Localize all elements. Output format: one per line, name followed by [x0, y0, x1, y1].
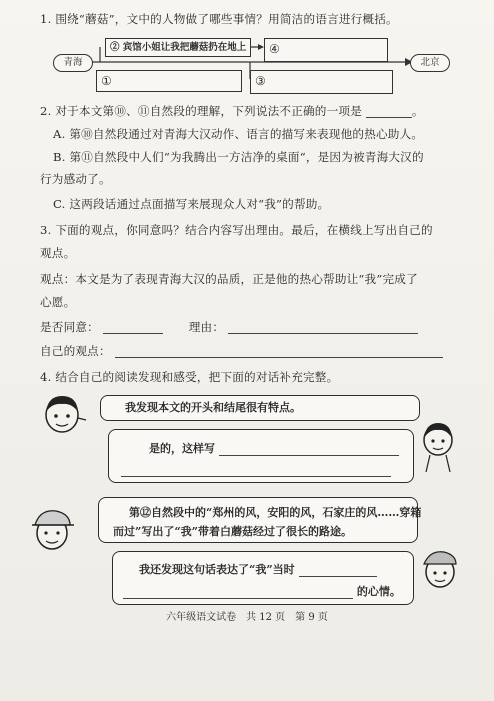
dialog-blank-1[interactable]	[219, 444, 399, 456]
dialog-bubble-4	[112, 551, 414, 605]
dialog-blank-4[interactable]	[123, 587, 353, 599]
dialog-bubble-3	[98, 497, 422, 543]
q3-agree-blank[interactable]	[103, 322, 163, 334]
q3-reason-blank[interactable]	[228, 322, 418, 334]
dialog-bubble-2-text: 是的，这样写	[149, 442, 215, 455]
q2-option-a: A. 第⑩自然段通过对青海大汉动作、语言的描写来表现他的热心助人。	[53, 127, 424, 141]
dialog-bubble-4-row1	[139, 561, 377, 577]
q3-view-line2: 心愿。	[40, 295, 76, 309]
dialog-bubble-2	[108, 429, 414, 483]
dialog-blank-3[interactable]	[299, 565, 377, 577]
dialog-blank-2-row	[121, 464, 391, 477]
q1-prompt: 1. 围绕“蘑菇”，文中的人物做了哪些事情？用简洁的语言进行概括。	[40, 12, 398, 26]
flow-start-label: 青海	[53, 54, 93, 72]
dialog-bubble-1	[100, 395, 420, 421]
q3-agree-row	[40, 320, 418, 334]
q2-prompt-row: 2. 对于本文第⑩、⑪自然段的理解，下列说法不正确的一项是 。	[40, 104, 424, 118]
flow-box-2: ② 宾馆小姐让我把蘑菇扔在地上	[105, 38, 251, 57]
q2-answer-blank[interactable]	[366, 106, 412, 118]
q3-prompt-line1: 3. 下面的观点，你同意吗？结合内容写出理由。最后，在横线上写出自己的	[40, 223, 433, 237]
dialog-bubble-4-text2: 的心情。	[356, 585, 401, 598]
flow-box-3: ③	[250, 70, 393, 94]
q3-view-line1: 观点：本文是为了表现青海大汉的品质，正是他的热心帮助让“我”完成了	[40, 272, 418, 286]
dialog-blank-2[interactable]	[121, 465, 391, 477]
q3-reason-label: 理由：	[188, 320, 225, 334]
dialog-bubble-4-row2	[123, 583, 401, 599]
q2-prompt: 2. 对于本文第⑩、⑪自然段的理解，下列说法不正确的一项是	[40, 104, 362, 118]
boy-face-bottom-icon	[420, 548, 460, 598]
dialog-bubble-1-text: 我发现本文的开头和结尾很有特点。	[125, 401, 301, 414]
flow-box-4: ④	[264, 38, 388, 62]
q4-prompt: 4. 结合自己的阅读发现和感受，把下面的对话补充完整。	[40, 370, 339, 384]
boy-cap-face-icon	[30, 505, 80, 553]
q2-option-c: C. 这两段话通过点面描写来展现众人对“我”的帮助。	[53, 197, 330, 211]
dialog-bubble-2-row	[149, 440, 399, 456]
flow-end-label: 北京	[410, 54, 450, 72]
dialog-bubble-3-line2: 而过”写出了“我”带着白蘑菇经过了很长的路途。	[113, 525, 352, 538]
q2-option-b-line2: 行为感动了。	[40, 172, 111, 186]
q3-own-blank[interactable]	[115, 346, 443, 358]
q3-agree-label: 是否同意：	[40, 320, 99, 334]
dialog-bubble-4-text1: 我还发现这句话表达了“我”当时	[139, 563, 295, 576]
boy-face-right-icon	[418, 418, 458, 474]
boy-face-icon	[40, 390, 88, 436]
q3-prompt-line2: 观点。	[40, 246, 76, 260]
q3-own-label: 自己的观点：	[40, 344, 111, 358]
flow-box-1: ①	[96, 70, 242, 92]
q2-option-b-line1: B. 第⑪自然段中人们“为我腾出一方洁净的桌面“，是因为被青海大汉的	[53, 150, 424, 164]
page-footer: 六年级语文试卷 共 12 页 第 9 页	[166, 612, 328, 623]
dialog-bubble-3-line1: 第⑫自然段中的“郑州的风，安阳的风，石家庄的风……穿箱	[129, 506, 422, 519]
q3-own-row	[40, 344, 443, 358]
